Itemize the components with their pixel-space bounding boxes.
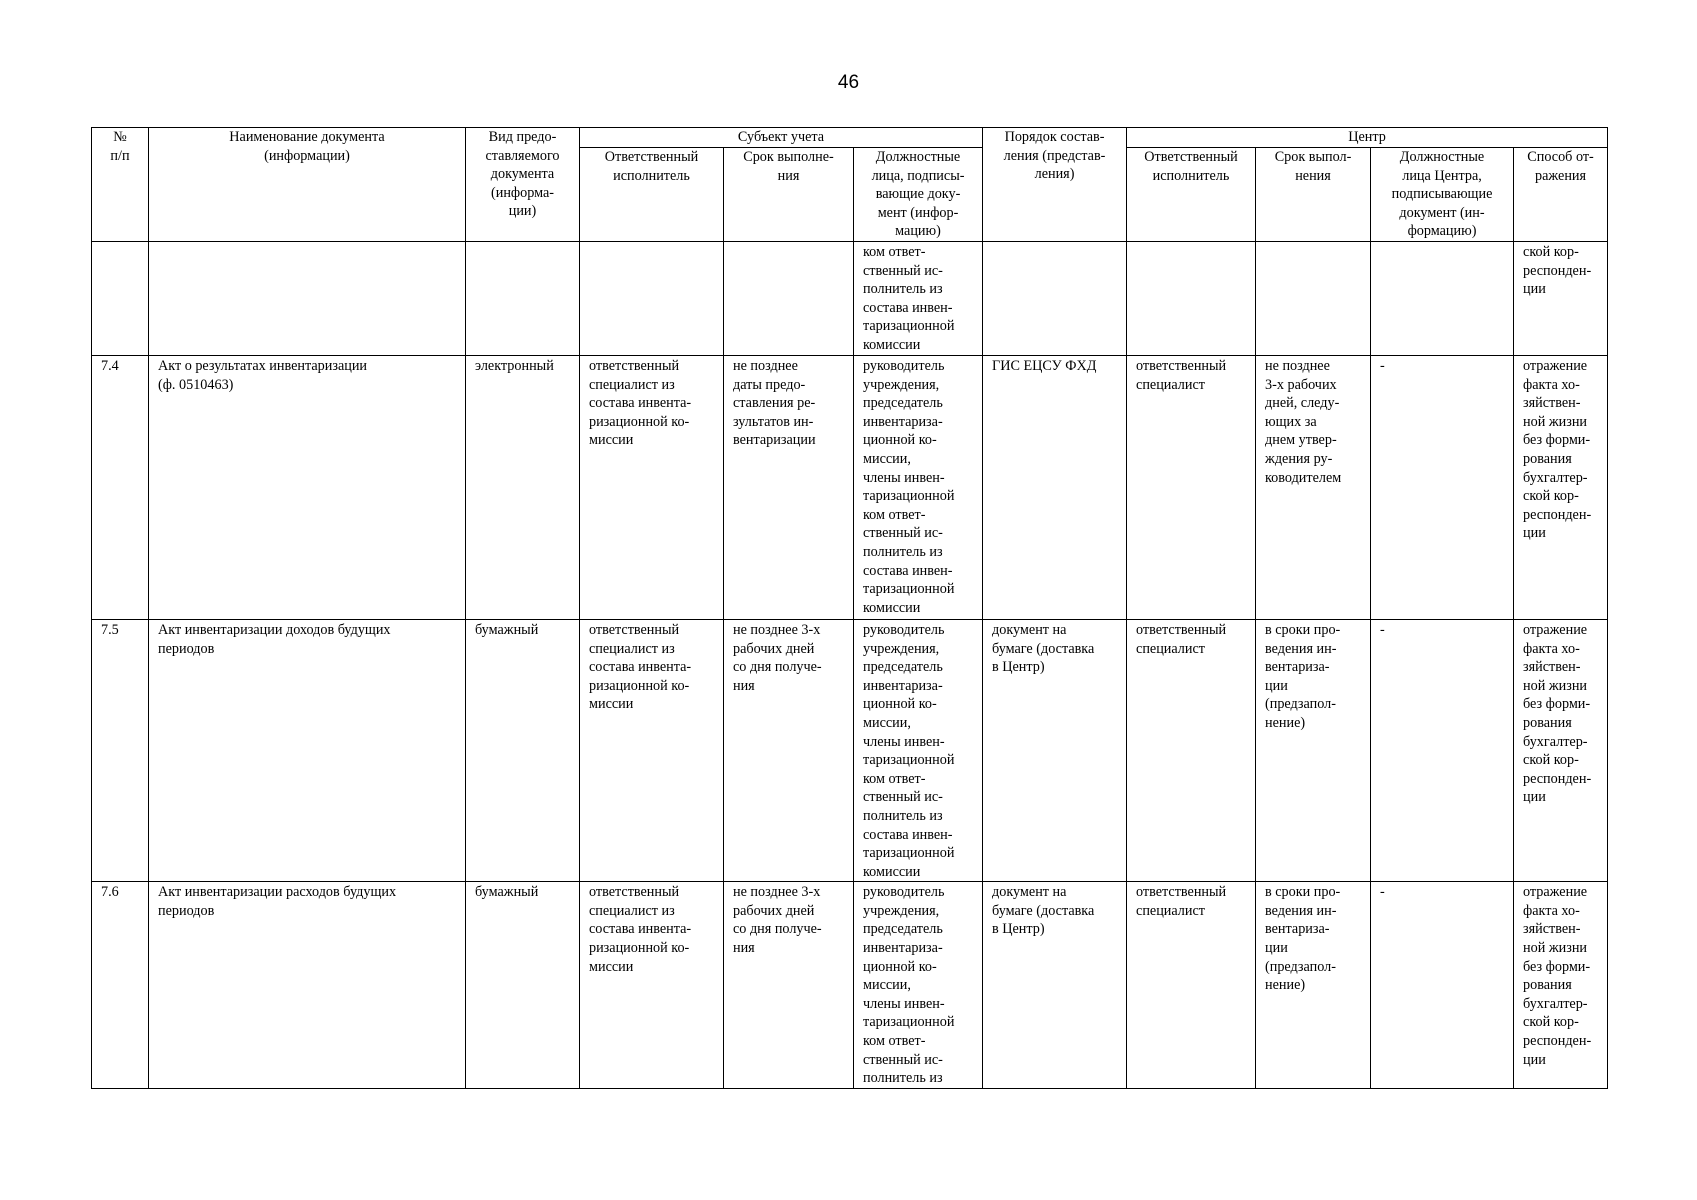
row-num: 7.5 <box>92 619 149 881</box>
row-center-responsible: ответственный специалист <box>1127 355 1256 619</box>
row-center-signers: - <box>1371 619 1514 881</box>
header-subject-group: Субъект учета <box>580 128 983 148</box>
row-subject-deadline: не позднее 3-х рабочих дней со дня получе- ния <box>724 619 854 881</box>
row-num: 7.4 <box>92 355 149 619</box>
row-subject-signers: руководитель учреждения, председатель инвентариза- ционной ко- миссии, члены инвен- таризационной ком ответ- ственный ис- полнитель из <box>854 882 983 1089</box>
row-subject-deadline: не позднее 3-х рабочих дней со дня получе- ния <box>724 882 854 1089</box>
row-num: 7.6 <box>92 882 149 1089</box>
row-num <box>92 241 149 355</box>
header-center-signers: Должностные лица Центра, подписывающие документ (ин- формацию) <box>1371 148 1514 242</box>
row-subject-signers: руководитель учреждения, председатель инвентариза- ционной ко- миссии, члены инвен- таризационной ком ответ- ственный ис- полнитель из состава инвен- таризационной комиссии <box>854 355 983 619</box>
row-procedure <box>983 241 1127 355</box>
row-center-method: отражение факта хо- зяйствен- ной жизни без форми- рования бухгалтер- ской кор- респонден- ции <box>1514 355 1608 619</box>
row-document-form: бумажный <box>466 619 580 881</box>
row-procedure: документ на бумаге (доставка в Центр) <box>983 619 1127 881</box>
row-center-responsible <box>1127 241 1256 355</box>
row-subject-responsible: ответственный специалист из состава инвента- ризационной ко- миссии <box>580 619 724 881</box>
row-center-deadline: не позднее 3-х рабочих дней, следу- ющих за днем утвер- ждения ру- ководителем <box>1256 355 1371 619</box>
table-row <box>92 241 1608 355</box>
row-document-name: Акт инвентаризации расходов будущих периодов <box>149 882 466 1089</box>
row-subject-signers: ком ответ- ственный ис- полнитель из состава инвен- таризационной комиссии <box>854 241 983 355</box>
row-subject-responsible <box>580 241 724 355</box>
row-center-method: ской кор- респонден- ции <box>1514 241 1608 355</box>
header-center-responsible: Ответственный исполнитель <box>1127 148 1256 242</box>
row-center-method: отражение факта хо- зяйствен- ной жизни без форми- рования бухгалтер- ской кор- респонден- ции <box>1514 882 1608 1089</box>
row-center-signers <box>1371 241 1514 355</box>
row-document-form: электронный <box>466 355 580 619</box>
header-center-deadline: Срок выпол- нения <box>1256 148 1371 242</box>
row-subject-deadline: не позднее даты предо- ставления ре- зультатов ин- вентаризации <box>724 355 854 619</box>
row-center-deadline <box>1256 241 1371 355</box>
row-center-responsible: ответственный специалист <box>1127 619 1256 881</box>
header-document-name: Наименование документа (информации) <box>149 128 466 242</box>
row-document-form: бумажный <box>466 882 580 1089</box>
row-subject-deadline <box>724 241 854 355</box>
header-procedure: Порядок состав- ления (представ- ления) <box>983 128 1127 242</box>
row-document-name <box>149 241 466 355</box>
row-center-responsible: ответственный специалист <box>1127 882 1256 1089</box>
row-center-method: отражение факта хо- зяйствен- ной жизни без форми- рования бухгалтер- ской кор- респонден- ции <box>1514 619 1608 881</box>
row-document-name: Акт о результатах инвентаризации (ф. 0510463) <box>149 355 466 619</box>
row-procedure: ГИС ЕЦСУ ФХД <box>983 355 1127 619</box>
header-center-group: Центр <box>1127 128 1608 148</box>
row-document-name: Акт инвентаризации доходов будущих периодов <box>149 619 466 881</box>
header-subject-deadline: Срок выполне- ния <box>724 148 854 242</box>
row-procedure: документ на бумаге (доставка в Центр) <box>983 882 1127 1089</box>
table-row <box>92 619 1608 881</box>
row-center-signers: - <box>1371 882 1514 1089</box>
row-center-deadline: в сроки про- ведения ин- вентариза- ции (предзапол- нение) <box>1256 619 1371 881</box>
header-subject-responsible: Ответственный исполнитель <box>580 148 724 242</box>
row-subject-signers: руководитель учреждения, председатель инвентариза- ционной ко- миссии, члены инвен- таризационной ком ответ- ственный ис- полнитель из состава инвен- таризационной комиссии <box>854 619 983 881</box>
row-document-form <box>466 241 580 355</box>
document-table <box>91 127 1608 1089</box>
row-center-deadline: в сроки про- ведения ин- вентариза- ции (предзапол- нение) <box>1256 882 1371 1089</box>
row-subject-responsible: ответственный специалист из состава инвента- ризационной ко- миссии <box>580 882 724 1089</box>
table-row <box>92 355 1608 619</box>
row-subject-responsible: ответственный специалист из состава инвента- ризационной ко- миссии <box>580 355 724 619</box>
page-number: 46 <box>837 72 860 93</box>
row-center-signers: - <box>1371 355 1514 619</box>
table-row <box>92 882 1608 1089</box>
header-subject-signers: Должностные лица, подписы- вающие доку- мент (инфор- мацию) <box>854 148 983 242</box>
header-num: № п/п <box>92 128 149 242</box>
header-center-method: Способ от- ражения <box>1514 148 1608 242</box>
header-document-form: Вид предо- ставляемого документа (информа- ции) <box>466 128 580 242</box>
